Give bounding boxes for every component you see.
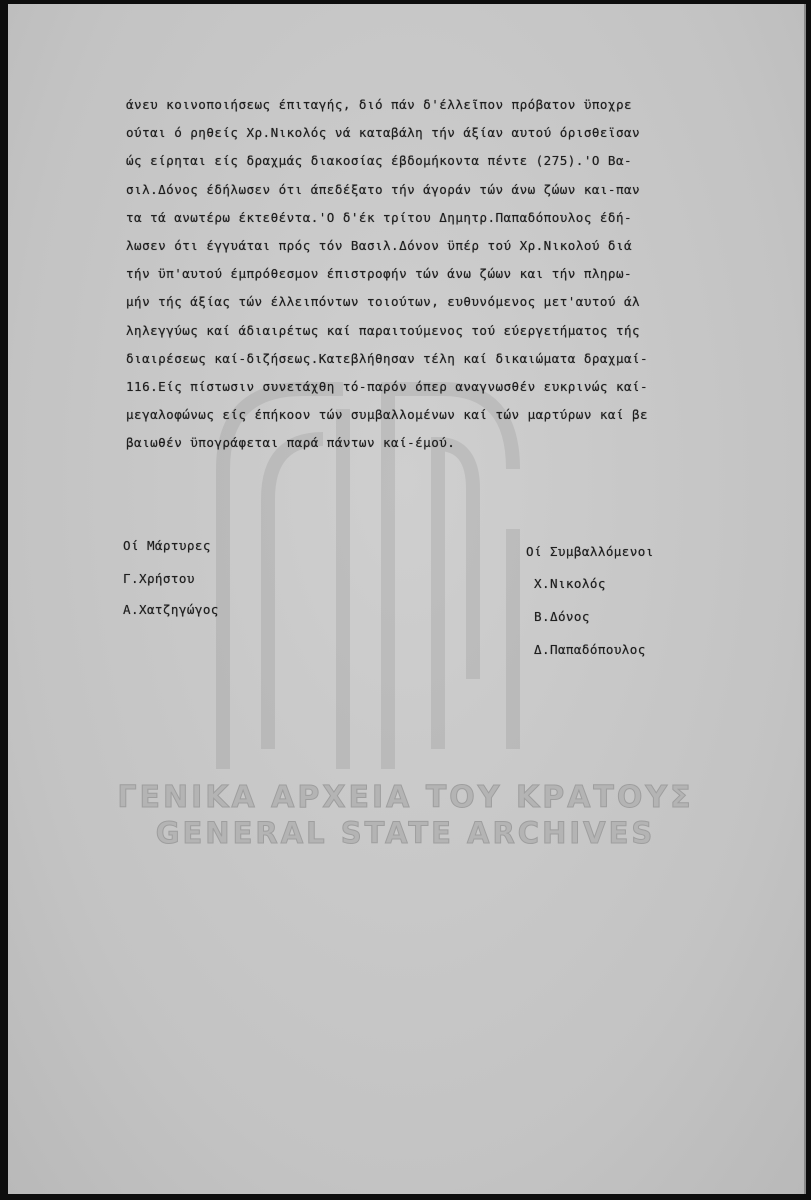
body-line: ληλεγγύως καί άδιαιρέτως καί παραιτούμενος τού εύεργετήματος τής (126, 322, 641, 338)
document-body (126, 95, 806, 461)
party-name: Χ.Νικολός (534, 576, 606, 591)
party-name: Β.Δόνος (534, 609, 590, 624)
body-line: λωσεν ότι έγγυάται πρός τόν Βασιλ.Δόνον ϋπέρ τού Χρ.Νικολού διά (126, 237, 633, 253)
body-line: διαιρέσεως καί-διζήσεως.Κατεβλήθησαν τέλη καί δικαιώματα δραχμαί- (126, 350, 649, 366)
body-line: βαιωθέν ϋπογράφεται παρά πάντων καί-έμού. (126, 435, 456, 451)
watermark-english: GENERAL STATE ARCHIVES (155, 816, 656, 850)
witness-name: Α.Χατζηγώγος (123, 602, 219, 617)
document-page (8, 4, 806, 1194)
body-line: μεγαλοφώνως είς έπήκοον τών συμβαλλομένων καί τών μαρτύρων καί βε (126, 407, 649, 423)
body-line: τα τά ανωτέρω έκτεθέντα.'Ο δ'έκ τρίτου Δημητρ.Παπαδόπουλος έδή- (126, 209, 633, 225)
body-line: σιλ.Δόνος έδήλωσεν ότι άπεδέξατο τήν άγοράν τών άνω ζώων και-παν (126, 181, 641, 197)
watermark-greek: ΓΕΝΙΚΑ ΑΡΧΕΙΑ ΤΟΥ ΚΡΑΤΟΥΣ (117, 780, 694, 815)
body-line: άνευ κοινοποιήσεως έπιταγής, διό πάν δ'έλλεῖπον πρόβατον ϋποχρε (126, 97, 633, 112)
parties-heading: Οί Συμβαλλόμενοι (526, 544, 654, 559)
party-name: Δ.Παπαδόπουλος (534, 642, 646, 657)
witnesses-heading: Οί Μάρτυρες (123, 538, 211, 553)
witness-name: Γ.Χρήστου (123, 571, 195, 586)
body-line: ούται ό ρηθείς Χρ.Νικολός νά καταβάλη τήν άξίαν αυτού όρισθεϊσαν (126, 125, 641, 141)
body-line: τήν ϋπ'αυτού έμπρόθεσμον έπιστροφήν τών άνω ζώων και τήν πληρω- (126, 266, 633, 282)
body-line: μήν τής άξίας τών έλλειπόντων τοιούτων, ευθυνόμενος μετ'αυτού άλ (126, 294, 641, 310)
body-line: ώς είρηται είς δραχμάς διακοσίας έβδομήκοντα πέντε (275).'Ο Βα- (126, 153, 633, 169)
body-line: 116.Είς πίστωσιν συνετάχθη τό-παρόν όπερ αναγνωσθέν ευκρινώς καί- (126, 378, 649, 394)
